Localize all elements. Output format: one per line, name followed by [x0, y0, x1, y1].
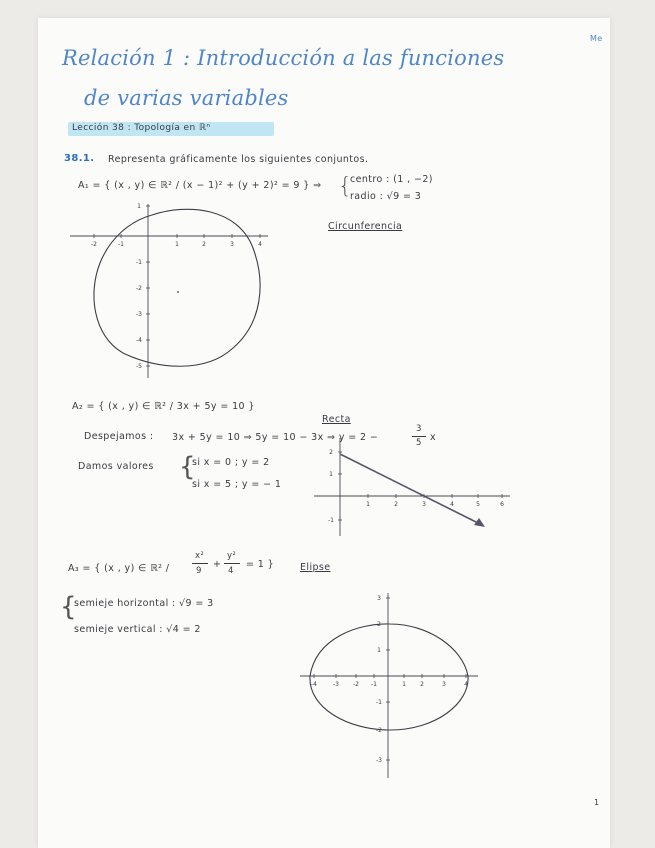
graph3-y-tick-label: -1	[376, 699, 382, 706]
graph1-x-tick-label: -1	[118, 241, 124, 248]
graph3-y-tick-label: 1	[377, 647, 381, 654]
a2-solve-steps: 3x + 5y = 10 ⇒ 5y = 10 − 3x ⇒ y = 2 −	[172, 432, 379, 443]
a2-value2: si x = 5 ; y = − 1	[192, 479, 282, 490]
corner-tag: Me	[590, 34, 603, 43]
notebook-page	[38, 18, 610, 848]
graph1-x-tick-label: 3	[230, 241, 234, 248]
exercise-statement: Representa gráficamente los siguientes conjuntos.	[108, 154, 369, 165]
graph1-y-tick-label: -4	[136, 337, 142, 344]
a1-radius: radio : √9 = 3	[350, 191, 422, 202]
a3-definition-left: A₃ = { (x , y) ∈ ℝ² /	[68, 563, 170, 574]
a2-solve-label: Despejamos :	[84, 431, 154, 442]
a2-values-label: Damos valores	[78, 461, 154, 472]
a3-label: Elipse	[300, 562, 331, 573]
graph1-x-tick-label: 4	[258, 241, 262, 248]
a2-definition: A₂ = { (x , y) ∈ ℝ² / 3x + 5y = 10 }	[72, 401, 255, 412]
a3-y-num: y²	[227, 551, 237, 561]
page-title-line1: Relación 1 : Introducción a las funciones	[62, 46, 505, 70]
a1-brace: {	[338, 174, 353, 199]
a2-frac-num: 3	[416, 424, 422, 434]
a3-semi-v: semieje vertical : √4 = 2	[74, 624, 201, 635]
a3-x-den: 9	[196, 566, 202, 576]
graph1-y-tick-label: -5	[136, 363, 142, 370]
section-heading: Lección 38 : Topología en ℝⁿ	[72, 123, 211, 133]
a3-y-den: 4	[228, 566, 234, 576]
graph1-y-tick-label: 1	[137, 203, 141, 210]
graph2-x-tick-label: 6	[500, 501, 504, 508]
page-number: 1	[594, 798, 600, 807]
graph3-y-tick-label: 3	[377, 595, 381, 602]
exercise-number: 38.1.	[64, 153, 95, 164]
graph1-y-tick-label: -1	[136, 259, 142, 266]
graph-ellipse	[38, 18, 610, 848]
a2-frac-den: 5	[416, 438, 422, 448]
graph3-x-tick-label: -1	[371, 681, 377, 688]
page-title-line2: de varias variables	[84, 86, 289, 110]
a3-equals: = 1 }	[246, 559, 275, 570]
a3-plus: +	[213, 559, 222, 570]
graph1-x-tick-label: 2	[202, 241, 206, 248]
graph1-y-tick-label: -3	[136, 311, 142, 318]
graph2-x-tick-label: 3	[422, 501, 426, 508]
graph3-x-tick-label: 1	[402, 681, 406, 688]
graph1-y-tick-label: -2	[136, 285, 142, 292]
graph3-x-tick-label: -4	[311, 681, 317, 688]
a3-brace: {	[60, 592, 77, 622]
a1-label: Circunferencia	[328, 221, 403, 232]
a2-frac-var: x	[430, 432, 437, 443]
a3-semi-h: semieje horizontal : √9 = 3	[74, 598, 214, 609]
a2-values-brace: {	[179, 452, 196, 482]
a2-label: Recta	[322, 414, 351, 425]
graph1-x-tick-label: 1	[175, 241, 179, 248]
graph3-x-tick-label: -3	[333, 681, 339, 688]
graph2-y-tick-label: -1	[328, 517, 334, 524]
graph3-y-tick-label: -3	[376, 757, 382, 764]
a2-value1: si x = 0 ; y = 2	[192, 457, 270, 468]
graph3-x-tick-label: 3	[442, 681, 446, 688]
graph3-y-tick-label: -2	[376, 727, 382, 734]
graph2-y-tick-label: 1	[329, 471, 333, 478]
graph3-x-tick-label: 4	[464, 681, 468, 688]
graph2-y-tick-label: 2	[329, 449, 333, 456]
graph3-x-tick-label: 2	[420, 681, 424, 688]
a3-x-num: x²	[195, 551, 205, 561]
a1-definition: A₁ = { (x , y) ∈ ℝ² / (x − 1)² + (y + 2)² = 9 } ⇒	[78, 180, 322, 191]
graph2-x-tick-label: 5	[476, 501, 480, 508]
graph3-x-tick-label: -2	[353, 681, 359, 688]
graph2-x-tick-label: 2	[394, 501, 398, 508]
graph3-y-tick-label: 2	[377, 621, 381, 628]
graph2-x-tick-label: 4	[450, 501, 454, 508]
a1-center: centro : (1 , −2)	[350, 174, 433, 185]
graph1-x-tick-label: -2	[91, 241, 97, 248]
graph2-x-tick-label: 1	[366, 501, 370, 508]
